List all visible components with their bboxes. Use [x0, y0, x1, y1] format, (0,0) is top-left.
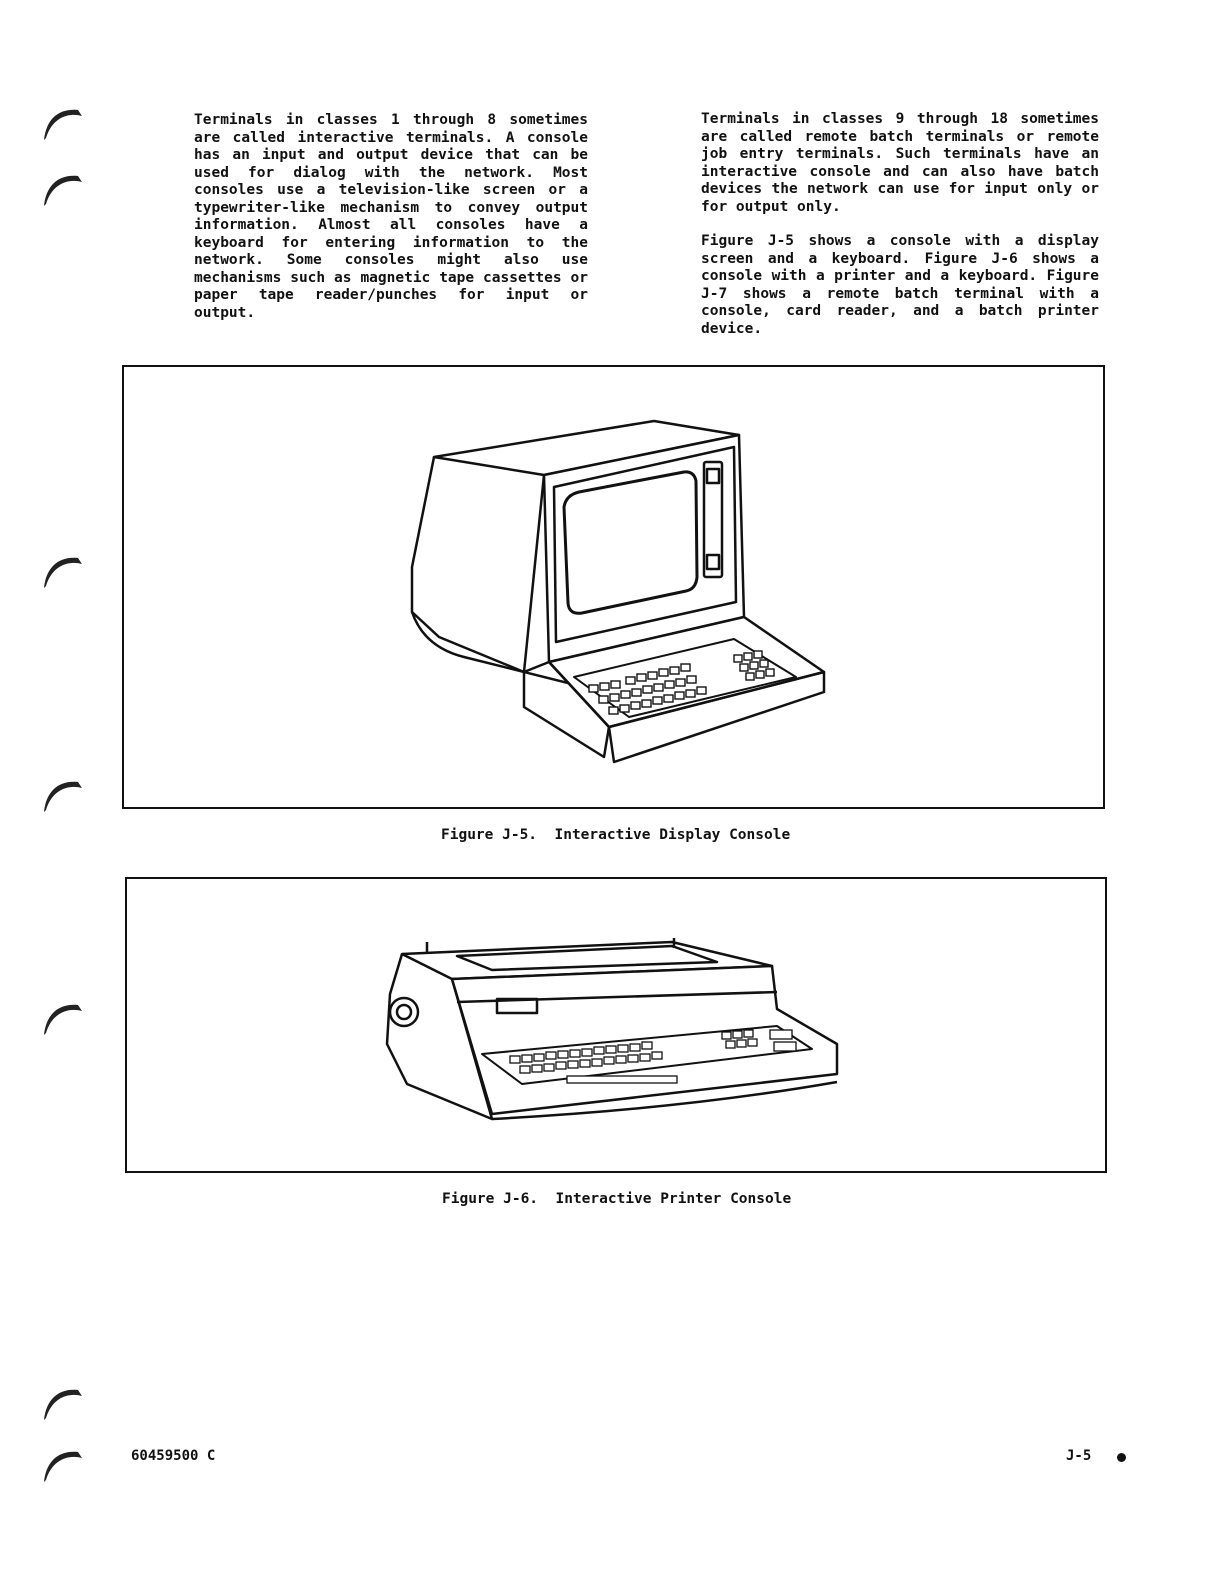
figure-j6-caption: Figure J-6. Interactive Printer Console	[442, 1191, 792, 1207]
binder-hole-mark	[38, 100, 86, 148]
page-number: J-5	[1066, 1448, 1092, 1464]
right-paragraph-2: Figure J-5 shows a console with a display screen and a keyboard. Figure J-6 shows a console with a printer and a keyboard. Figure J-7 shows a remote batch terminal with a console, card reader, and a batch printer device.	[701, 233, 1099, 337]
page-bullet	[1117, 1453, 1126, 1462]
binder-hole-mark	[38, 548, 86, 596]
right-paragraph-1: Terminals in classes 9 through 18 sometimes are called remote batch terminals or remote job entry terminals. Such terminals have an interactive console and can also have batch devices the network can use for input only or for output only.	[701, 111, 1099, 215]
printer-console-illustration	[382, 934, 847, 1129]
figure-j6-frame	[125, 877, 1107, 1173]
binder-hole-mark	[38, 772, 86, 820]
left-column	[194, 112, 588, 339]
binder-hole-mark	[38, 1442, 86, 1490]
figure-j5-frame	[122, 365, 1105, 809]
binder-hole-mark	[38, 166, 86, 214]
binder-hole-mark	[38, 995, 86, 1043]
display-console-illustration	[404, 417, 834, 772]
right-column	[701, 111, 1099, 355]
figure-j5-caption: Figure J-5. Interactive Display Console	[441, 827, 791, 843]
left-paragraph: Terminals in classes 1 through 8 sometimes are called interactive terminals. A console has an input and output device that can be used for dialog with the network. Most consoles use a television-like screen or a typewriter-like mechanism to convey output information. Almost all consoles have a keyboard for entering information to the network. Some consoles might also use mechanisms such as magnetic tape cassettes or paper tape reader/punches for input or output.	[194, 112, 588, 321]
binder-hole-mark	[38, 1380, 86, 1428]
document-number: 60459500 C	[131, 1448, 216, 1464]
